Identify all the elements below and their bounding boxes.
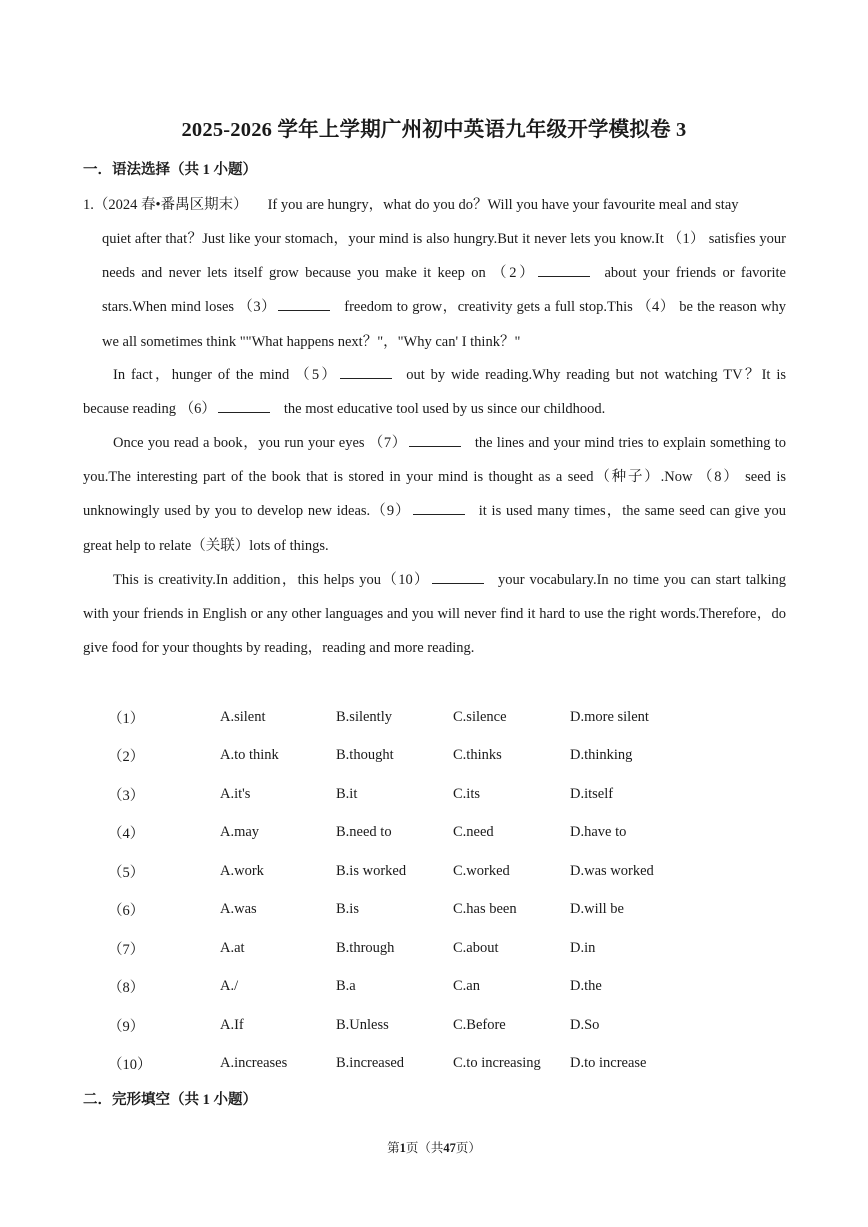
option-row	[108, 929, 788, 968]
option-number: （6）	[108, 903, 145, 920]
question-text: If you are hungry，what do you do？Will you have your favourite meal and stay	[267, 197, 739, 213]
option-c[interactable]: C.its	[453, 785, 480, 802]
option-c[interactable]: C.silence	[453, 708, 507, 725]
option-a[interactable]: A.at	[220, 939, 245, 956]
option-row	[108, 1045, 788, 1084]
option-d[interactable]: D.itself	[570, 785, 614, 802]
option-c[interactable]: C.an	[453, 978, 480, 995]
option-row	[108, 737, 788, 776]
option-d[interactable]: D.So	[570, 1016, 600, 1033]
option-number: （1）	[108, 710, 145, 727]
answer-blank-9[interactable]	[413, 501, 465, 515]
option-number: （7）	[108, 941, 145, 958]
section-heading-cloze: 二．完形填空（共 1 小题）	[83, 1092, 257, 1108]
option-row	[108, 814, 788, 853]
option-number: （3）	[108, 787, 145, 804]
option-row	[108, 968, 788, 1007]
option-b[interactable]: B.need to	[336, 824, 392, 841]
passage-paragraph-2: In fact，hunger of the mind （5） out by wide reading.Why reading but not watching TV？It is because reading （6） the most educative tool used by us since our childhood.	[83, 367, 786, 418]
question-header	[83, 188, 786, 222]
option-b[interactable]: B.silently	[336, 708, 392, 725]
option-a[interactable]: A.may	[220, 824, 260, 841]
option-row	[108, 775, 788, 814]
option-a[interactable]: A.If	[220, 1016, 244, 1033]
option-a[interactable]: A.silent	[220, 708, 266, 725]
option-b[interactable]: B.Unless	[336, 1016, 389, 1033]
answer-blank-2[interactable]	[538, 263, 590, 277]
option-number: （8）	[108, 980, 145, 997]
page-total: 47	[443, 1141, 456, 1155]
option-c[interactable]: C.Before	[453, 1016, 506, 1033]
question-source: （2024 春•番禺区期末）	[93, 197, 248, 213]
options-table	[108, 698, 788, 1083]
option-d[interactable]: D.was worked	[570, 862, 654, 879]
option-b[interactable]: B.it	[336, 785, 358, 802]
passage-paragraph-3: Once you read a book，you run your eyes （7） the lines and your mind tries to explain something to you.The interesting part of the book that is stored in your mind is thought as a seed（种子）.Now （8） seed is unknowingly used by you to develop new ideas.（9） it is used many times，the same seed can give you great help to relate（关联）lots of things.	[83, 435, 787, 554]
option-b[interactable]: B.is worked	[336, 862, 407, 879]
option-c[interactable]: C.need	[453, 824, 494, 841]
option-b[interactable]: B.increased	[336, 1055, 405, 1072]
option-b[interactable]: B.a	[336, 978, 356, 995]
answer-blank-10[interactable]	[432, 570, 484, 584]
option-d[interactable]: D.thinking	[570, 747, 633, 764]
option-row	[108, 1006, 788, 1045]
option-row	[108, 891, 788, 930]
option-b[interactable]: B.through	[336, 939, 395, 956]
option-d[interactable]: D.the	[570, 978, 602, 995]
option-a[interactable]: A.was	[220, 901, 257, 918]
answer-blank-5[interactable]	[340, 365, 392, 379]
question-number: 1.	[83, 197, 94, 213]
option-a[interactable]: A.work	[220, 862, 264, 879]
option-number: （2）	[108, 749, 145, 766]
passage-paragraph-1: quiet after that？Just like your stomach，your mind is also hungry.But it never lets you know.It （1） satisfies your needs and never lets itself grow because you make it keep on （2） about your friends or favorite stars.When mind loses （3） freedom to grow，creativity gets a full stop.This （4） be the reason why we all sometimes think ""What happens next？"，"Why can' I think？"	[102, 231, 787, 350]
option-d[interactable]: D.more silent	[570, 708, 649, 725]
section-heading-grammar: 一．语法选择（共 1 小题）	[83, 162, 257, 178]
option-c[interactable]: C.has been	[453, 901, 517, 918]
passage-paragraph-4: This is creativity.In addition，this helps you（10） your vocabulary.In no time you can start talking with your friends in English or any other languages and you will never find it hard to use the right words.Therefore，do give food for your thoughts by reading，reading and more reading.	[83, 572, 786, 657]
answer-blank-3[interactable]	[278, 297, 330, 311]
option-row	[108, 698, 788, 737]
page-footer: 第1页（共47页）	[387, 1141, 481, 1155]
option-a[interactable]: A.it's	[220, 785, 251, 802]
page-number: 1	[399, 1141, 406, 1155]
option-c[interactable]: C.about	[453, 939, 499, 956]
option-a[interactable]: A./	[220, 978, 239, 995]
answer-blank-7[interactable]	[409, 433, 461, 447]
option-row	[108, 852, 788, 891]
option-b[interactable]: B.is	[336, 901, 359, 918]
option-number: （9）	[108, 1018, 145, 1035]
page-title: 2025-2026 学年上学期广州初中英语九年级开学模拟卷 3	[181, 119, 687, 141]
option-d[interactable]: D.to increase	[570, 1055, 647, 1072]
option-number: （4）	[108, 826, 145, 843]
option-c[interactable]: C.to increasing	[453, 1055, 541, 1072]
option-c[interactable]: C.worked	[453, 862, 510, 879]
option-a[interactable]: A.increases	[220, 1055, 288, 1072]
option-d[interactable]: D.have to	[570, 824, 627, 841]
option-c[interactable]: C.thinks	[453, 747, 502, 764]
option-d[interactable]: D.will be	[570, 901, 624, 918]
answer-blank-6[interactable]	[218, 399, 270, 413]
option-d[interactable]: D.in	[570, 939, 596, 956]
option-number: （5）	[108, 864, 145, 881]
option-number: （10）	[108, 1057, 152, 1074]
option-b[interactable]: B.thought	[336, 747, 394, 764]
option-a[interactable]: A.to think	[220, 747, 279, 764]
